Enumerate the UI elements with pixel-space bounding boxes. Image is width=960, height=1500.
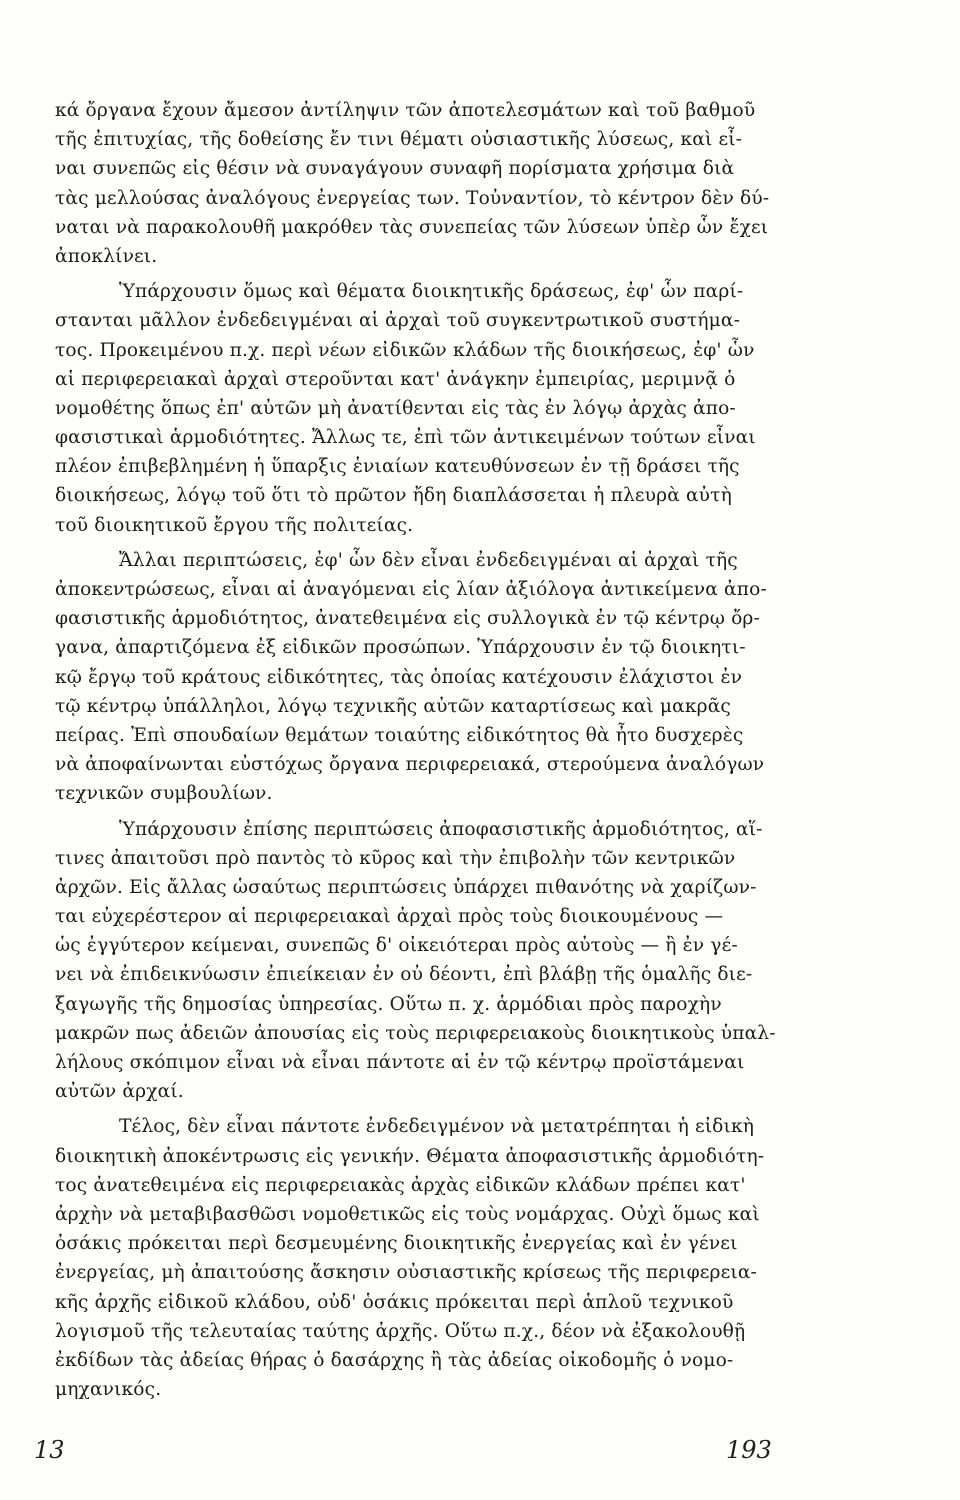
paragraph-3 — [55, 546, 795, 809]
text-line: μηχανικός. — [55, 1379, 162, 1401]
text-line: πείρας. Ἐπὶ σπουδαίων θεμάτων τοιαύτης εἰδικότητος θὰ ἦτο δυσχερὲς — [55, 724, 744, 746]
text-line: τεχνικῶν συμβουλίων. — [55, 783, 273, 805]
footer-signature-number: 13 — [34, 1436, 65, 1464]
text-line: διοικητικὴ ἀποκέντρωσις εἰς γενικήν. Θέματα ἀποφασιστικῆς ἁρμοδιότη- — [55, 1145, 765, 1167]
text-line: νει νὰ ἐπιδεικνύωσιν ἐπιείκειαν ἐν οὐ δέοντι, ἐπὶ βλάβῃ τῆς ὁμαλῆς διε- — [55, 964, 753, 986]
text-line: ξαγωγῆς τῆς δημοσίας ὑπηρεσίας. Οὕτω π. χ. ἁρμόδιαι πρὸς παροχὴν — [55, 993, 722, 1015]
text-line: λήλους σκόπιμον εἶναι νὰ εἶναι πάντοτε αἱ ἐν τῷ κέντρῳ προϊστάμεναι — [55, 1052, 745, 1073]
text-line: τος ἀνατεθειμένα εἰς περιφερειακὰς ἀρχὰς εἰδικῶν κλάδων πρέπει κατ' — [55, 1174, 746, 1196]
paragraph-1 — [55, 96, 795, 271]
text-line: κά ὄργανα ἔχουν ἄμεσον ἀντίληψιν τῶν ἀποτελεσμάτων καὶ τοῦ βαθμοῦ — [55, 100, 756, 121]
page-number: 193 — [726, 1436, 772, 1464]
paragraph-2 — [55, 277, 795, 540]
text-line: ἀρχῶν. Εἰς ἄλλας ὡσαύτως περιπτώσεις ὑπάρχει πιθανότης νὰ χαρίζων- — [55, 876, 757, 898]
text-line: κῆς ἀρχῆς εἰδικοῦ κλάδου, οὐδ' ὁσάκις πρόκειται περὶ ἁπλοῦ τεχνικοῦ — [55, 1291, 734, 1313]
text-line: λογισμοῦ τῆς τελευταίας ταύτης ἀρχῆς. Οὕτω π.χ., δέον νὰ ἐξακολουθῇ — [55, 1320, 746, 1342]
paragraph-4 — [55, 815, 795, 1107]
text-line: κῷ ἔργῳ τοῦ κράτους εἰδικότητες, τὰς ὁποίας κατέχουσιν ἐλάχιστοι ἐν — [55, 666, 743, 688]
text-line: πλέον ἐπιβεβλημένη ἡ ὕπαρξις ἑνιαίων κατευθύνσεων ἐν τῇ δράσει τῆς — [55, 456, 740, 478]
text-line: διοικήσεως, λόγῳ τοῦ ὅτι τὸ πρῶτον ἤδη διαπλάσσεται ἡ πλευρὰ αὐτὴ — [55, 485, 732, 507]
text-line: τινες ἀπαιτοῦσι πρὸ παντὸς τὸ κῦρος καὶ τὴν ἐπιβολὴν τῶν κεντρικῶν — [55, 847, 736, 869]
text-line: ἀποκεντρώσεως, εἶναι αἱ ἀναγόμεναι εἰς λίαν ἀξιόλογα ἀντικείμενα ἀπο- — [55, 579, 767, 600]
text-line: φασιστικαὶ ἁρμοδιότητες. Ἄλλως τε, ἐπὶ τῶν ἀντικειμένων τούτων εἶναι — [55, 427, 756, 449]
text-line: ἐνεργείας, μὴ ἀπαιτούσης ἄσκησιν οὐσιαστικῆς κρίσεως τῆς περιφερεια- — [55, 1262, 757, 1284]
text-line: ται εὐχερέστερον αἱ περιφερειακαὶ ἀρχαὶ πρὸς τοὺς διοικουμένους — — [55, 906, 724, 928]
text-line: αὐτῶν ἀρχαί. — [55, 1081, 184, 1103]
text-line: τὰς μελλούσας ἀναλόγους ἐνεργείας των. Τοὐναντίον, τὸ κέντρον δὲν δύ- — [55, 187, 770, 209]
text-line: φασιστικῆς ἁρμοδιότητος, ἀνατεθειμένα εἰς συλλογικὰ ἐν τῷ κέντρῳ ὄρ- — [55, 608, 760, 630]
text-line: ναι συνεπῶς εἰς θέσιν νὰ συναγάγουν συναφῆ πορίσματα χρήσιμα διὰ — [55, 158, 735, 180]
text-line: τῷ κέντρῳ ὑπάλληλοι, λόγῳ τεχνικῆς αὐτῶν καταρτίσεως καὶ μακρᾶς — [55, 695, 731, 717]
text-line: Ὑπάρχουσιν ἐπίσης περιπτώσεις ἀποφασιστικῆς ἁρμοδιότητος, αἵ- — [119, 818, 763, 840]
text-line: μακρῶν πως ἀδειῶν ἀπουσίας εἰς τοὺς περιφερειακοὺς διοικητικοὺς ὑπαλ- — [55, 1022, 776, 1044]
text-line: ἀποκλίνει. — [55, 245, 158, 267]
text-line: τος. Προκειμένου π.χ. περὶ νέων εἰδικῶν κλάδων τῆς διοικήσεως, ἐφ' ὧν — [55, 339, 755, 361]
body-text — [55, 96, 795, 1410]
text-line: ἀρχὴν νὰ μεταβιβασθῶσι νομοθετικῶς εἰς τοὺς νομάρχας. Οὐχὶ ὅμως καὶ — [55, 1203, 760, 1225]
text-line: στανται μᾶλλον ἐνδεδειγμέναι αἱ ἀρχαὶ τοῦ συγκεντρωτικοῦ συστήμα- — [55, 310, 741, 332]
text-line: νομοθέτης ὅπως ἐπ' αὐτῶν μὴ ἀνατίθενται εἰς τὰς ἐν λόγῳ ἀρχὰς ἀπο- — [55, 397, 736, 419]
text-line: τῆς ἐπιτυχίας, τῆς δοθείσης ἔν τινι θέματι οὐσιαστικῆς λύσεως, καὶ εἶ- — [55, 129, 743, 151]
text-line: τοῦ διοικητικοῦ ἔργου τῆς πολιτείας. — [55, 514, 414, 536]
text-line: Ἄλλαι περιπτώσεις, ἐφ' ὧν δὲν εἶναι ἐνδεδειγμέναι αἱ ἀρχαὶ τῆς — [119, 549, 738, 571]
paragraph-5 — [55, 1112, 795, 1404]
text-line: Τέλος, δὲν εἶναι πάντοτε ἐνδεδειγμένον νὰ μετατρέπηται ἡ εἰδικὴ — [119, 1116, 755, 1138]
text-line: Ὑπάρχουσιν ὅμως καὶ θέματα διοικητικῆς δράσεως, ἐφ' ὧν παρί- — [119, 281, 744, 303]
text-line: ὡς ἐγγύτερον κείμεναι, συνεπῶς δ' οἰκειότεραι πρὸς αὐτοὺς — ἢ ἐν γέ- — [55, 935, 738, 957]
text-line: ἐκδίδων τὰς ἀδείας θήρας ὁ δασάρχης ἢ τὰς ἀδείας οἰκοδομῆς ὁ νομο- — [55, 1349, 734, 1371]
text-line: αἱ περιφερειακαὶ ἀρχαὶ στεροῦνται κατ' ἀνάγκην ἐμπειρίας, μεριμνᾷ ὁ — [55, 368, 736, 390]
text-line: ναται νὰ παρακολουθῆ μακρόθεν τὰς συνεπείας τῶν λύσεων ὑπὲρ ὧν ἔχει — [55, 216, 769, 238]
text-line: νὰ ἀποφαίνωνται εὐστόχως ὄργανα περιφερειακά, στερούμενα ἀναλόγων — [55, 754, 765, 776]
text-line: ὁσάκις πρόκειται περὶ δεσμευμένης διοικητικῆς ἐνεργείας καὶ ἐν γένει — [55, 1233, 738, 1255]
text-line: γανα, ἀπαρτιζόμενα ἐξ εἰδικῶν προσώπων. Ὑπάρχουσιν ἐν τῷ διοικητι- — [55, 637, 746, 659]
